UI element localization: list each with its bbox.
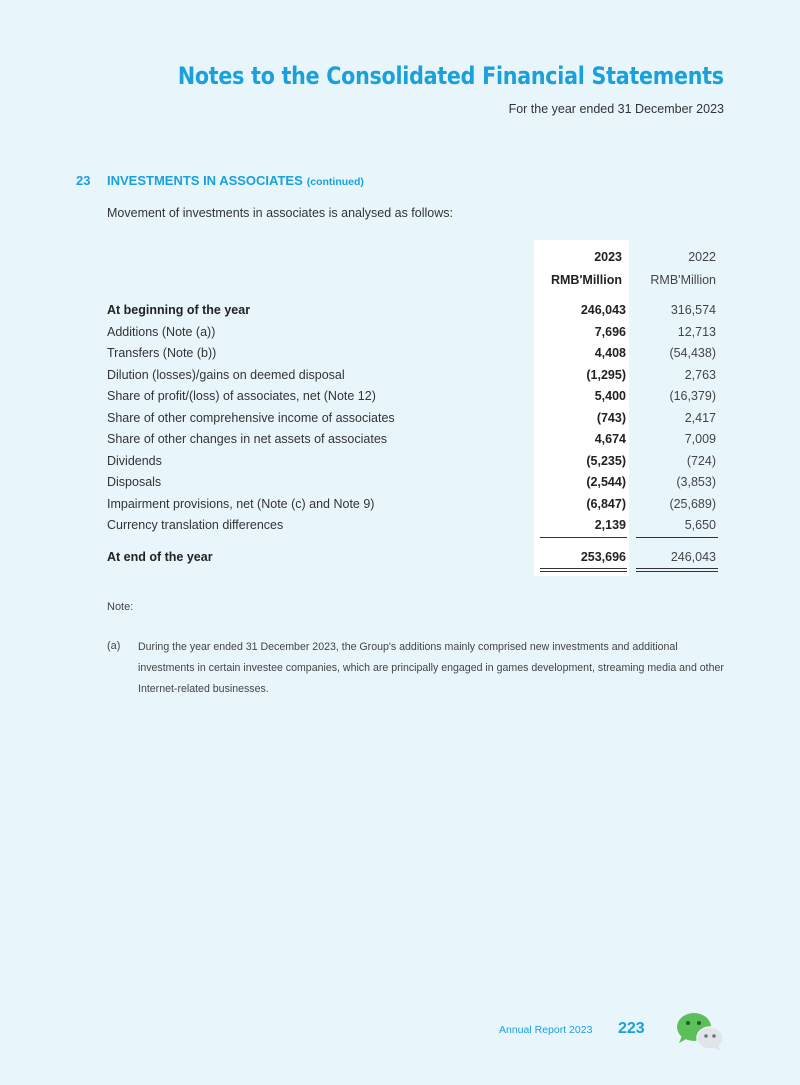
table-row — [107, 389, 719, 409]
page-subtitle: For the year ended 31 December 2023 — [508, 102, 724, 116]
value-2022: 316,574 — [670, 303, 716, 317]
value-2022: (54,438) — [669, 346, 716, 360]
row-label: Transfers (Note (b)) — [107, 346, 217, 360]
total-rule-2023-upper — [540, 568, 627, 569]
note-heading: Note: — [107, 601, 134, 613]
value-2023: 4,674 — [594, 432, 626, 446]
row-label: Dilution (losses)/gains on deemed disposal — [107, 368, 345, 382]
value-2023: 7,696 — [594, 325, 626, 339]
section-title-text: INVESTMENTS IN ASSOCIATES — [107, 173, 303, 188]
column-unit-2023: RMB'Million — [550, 273, 622, 287]
row-label: Dividends — [107, 454, 162, 468]
column-year-2022: 2022 — [688, 250, 716, 264]
section-number: 23 — [76, 173, 91, 188]
value-2022: 2,763 — [684, 368, 716, 382]
row-label: At beginning of the year — [107, 303, 251, 317]
value-2022: 12,713 — [677, 325, 716, 339]
row-label: Disposals — [107, 475, 162, 489]
subtotal-rule-2022 — [636, 537, 718, 538]
note-text: During the year ended 31 December 2023, the Group's additions mainly comprised new investments and additional investments in certain investee companies, which are principally engaged in games development, streaming media and other Internet-related businesses. — [138, 641, 724, 695]
value-2022: 2,417 — [684, 411, 716, 425]
value-2023: (5,235) — [586, 454, 626, 468]
total-rule-2022-lower — [636, 571, 718, 572]
table-row — [107, 368, 719, 388]
value-2023: (743) — [596, 411, 626, 425]
column-year-2023: 2023 — [594, 250, 622, 264]
row-label: Share of other changes in net assets of associates — [107, 432, 388, 446]
value-2023: (1,295) — [586, 368, 626, 382]
row-label: Share of other comprehensive income of associates — [107, 411, 395, 425]
table-row — [107, 432, 719, 452]
total-label: At end of the year — [107, 550, 213, 564]
total-rule-2023-lower — [540, 571, 627, 572]
value-2022: (16,379) — [669, 389, 716, 403]
value-2023: (2,544) — [586, 475, 626, 489]
table-row — [107, 518, 719, 538]
value-2022: (3,853) — [676, 475, 716, 489]
total-2023: 253,696 — [580, 550, 626, 564]
table-row — [107, 325, 719, 345]
total-2022: 246,043 — [670, 550, 716, 564]
value-2022: 5,650 — [684, 518, 716, 532]
section-intro: Movement of investments in associates is analysed as follows: — [107, 206, 453, 220]
section-continued: (continued) — [306, 176, 364, 188]
table-row — [107, 411, 719, 431]
section-title — [107, 173, 364, 188]
value-2022: (25,689) — [669, 497, 716, 511]
value-2023: 5,400 — [594, 389, 626, 403]
value-2023: 4,408 — [594, 346, 626, 360]
wechat-icon — [674, 1010, 726, 1052]
value-2022: 7,009 — [684, 432, 716, 446]
value-2023: 246,043 — [580, 303, 626, 317]
column-unit-2022: RMB'Million — [650, 273, 716, 287]
value-2022: (724) — [686, 454, 716, 468]
table-row — [107, 346, 719, 366]
page-title: Notes to the Consolidated Financial Statements — [178, 62, 724, 90]
total-rule-2022-upper — [636, 568, 718, 569]
row-label: Share of profit/(loss) of associates, net (Note 12) — [107, 389, 376, 403]
row-label: Currency translation differences — [107, 518, 284, 532]
table-row — [107, 303, 719, 323]
table-row — [107, 475, 719, 495]
value-2023: 2,139 — [594, 518, 626, 532]
value-2023: (6,847) — [586, 497, 626, 511]
table-row — [107, 454, 719, 474]
page-number: 223 — [618, 1020, 645, 1037]
table-row — [107, 497, 719, 517]
row-label: Additions (Note (a)) — [107, 325, 216, 339]
note-letter: (a) — [107, 640, 121, 652]
footer-report-label: Annual Report 2023 — [499, 1024, 593, 1036]
table-total-row — [107, 550, 719, 570]
subtotal-rule-2023 — [540, 537, 627, 538]
row-label: Impairment provisions, net (Note (c) and Note 9) — [107, 497, 375, 511]
